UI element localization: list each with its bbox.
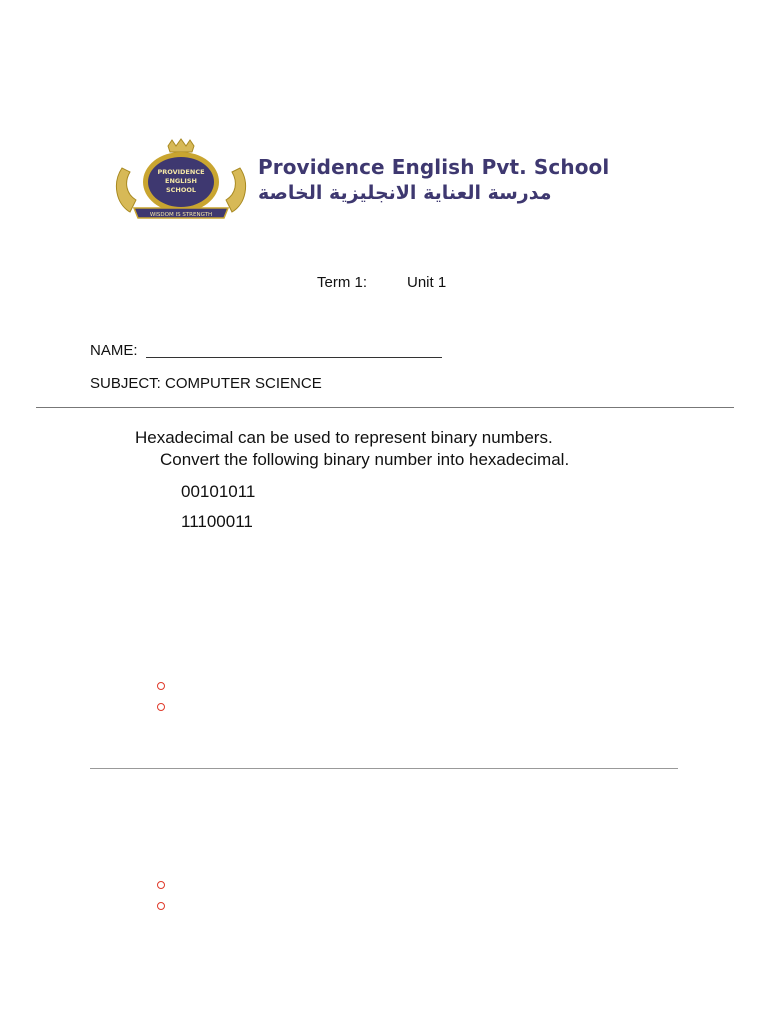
crest-motto: WISDOM IS STRENGTH	[149, 212, 213, 218]
term-label: Term 1:	[317, 274, 368, 291]
bullet-circle-icon	[157, 682, 165, 690]
binary-number-1: 00101011	[181, 482, 256, 501]
bullet-circle-icon	[157, 703, 165, 711]
binary-number-2: 11100011	[181, 512, 253, 531]
crest-line-1: PROVIDENCE	[157, 168, 205, 176]
question-line-2: Convert the following binary number into hexadecimal.	[160, 450, 570, 469]
unit-label: Unit 1	[407, 274, 447, 291]
crest-line-3: SCHOOL	[165, 186, 197, 194]
top-divider	[36, 407, 734, 408]
subject-label: SUBJECT: COMPUTER SCIENCE	[90, 375, 322, 392]
bullet-circle-icon	[157, 881, 165, 889]
question-line-1: Hexadecimal can be used to represent binary numbers.	[135, 428, 553, 447]
school-name-english: Providence English Pvt. School	[258, 155, 610, 179]
bullet-circle-icon	[157, 902, 165, 910]
name-fill-line	[146, 357, 442, 358]
crest-line-2: ENGLISH	[165, 177, 197, 185]
school-name-arabic: مدرسة العناية الانجليزية الخاصة	[258, 182, 552, 204]
school-logo	[112, 138, 637, 228]
middle-divider	[90, 768, 678, 769]
name-label: NAME:	[90, 342, 138, 359]
school-crest-icon	[112, 138, 250, 224]
